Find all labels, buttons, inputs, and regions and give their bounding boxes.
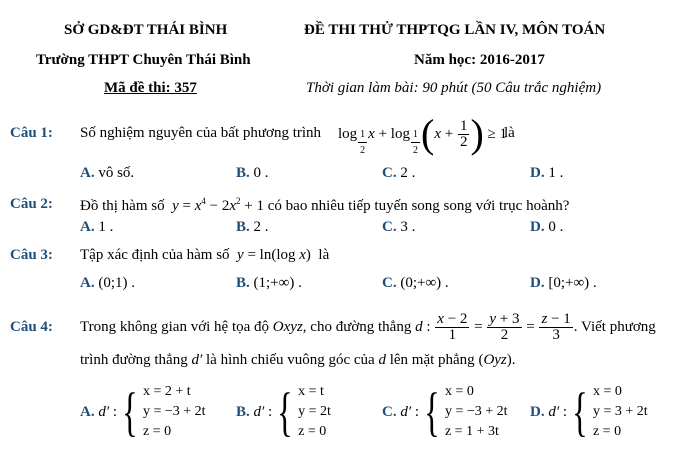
question-3-option-a[interactable]: [80, 275, 135, 292]
school-name: Trường THPT Chuyên Thái Bình: [36, 52, 251, 68]
equation-line: y = 3 + 2t: [592, 404, 648, 419]
equation-system: [143, 382, 206, 442]
option-text: 2 .: [253, 219, 269, 235]
question-4-text: Trong không gian với hệ tọa độ Oxyz , cho đường thẳng d : $\frac{x - 2}{1}$ = $\frac{y + 3}{2}$ = $\frac{z - 1}{3}$ . Viết phương: [80, 310, 656, 343]
question-2-text-end: có bao nhiêu tiếp tuyến song song với trục hoành?: [267, 198, 570, 214]
option-letter: A.: [80, 219, 95, 235]
equation-line: y = −3 + 2t: [142, 404, 206, 419]
option-letter: A.: [80, 275, 95, 291]
question-2-text-start: Đồ thị hàm số: [80, 198, 165, 214]
question-2-formula: $y = x^4 - 2x^2 + 1$: [172, 196, 265, 214]
option-letter: B.: [236, 403, 250, 420]
option-letter: B.: [236, 165, 250, 181]
equation-line: z = 0: [142, 424, 172, 439]
option-letter: D.: [530, 403, 545, 420]
question-1-option-a[interactable]: [80, 165, 134, 182]
equation-line: x = 0: [444, 384, 474, 399]
question-2-option-a[interactable]: [80, 219, 113, 236]
equation-system: [593, 382, 648, 442]
option-text: 1 .: [548, 165, 564, 181]
option-text: 2 .: [400, 165, 416, 181]
brace-icon: {: [424, 382, 440, 442]
equation-line: x = t: [298, 384, 324, 399]
exam-title: ĐỀ THI THỬ THPTQG LẦN IV, MÔN TOÁN: [304, 22, 606, 38]
question-3-option-b[interactable]: [236, 275, 302, 292]
equation-line: y = −3 + 2t: [444, 404, 508, 419]
equation-line: x = 2 + t: [142, 384, 191, 399]
question-1-option-d[interactable]: [530, 165, 563, 182]
question-3-text: [80, 247, 329, 264]
option-letter: D.: [530, 165, 545, 181]
option-text: 3 .: [400, 219, 416, 235]
equation-line: z = 0: [298, 424, 327, 439]
school-year: Năm học: 2016-2017: [414, 52, 545, 68]
question-2-text: [80, 196, 569, 215]
option-letter: C.: [382, 403, 397, 420]
option-text: 1 .: [98, 219, 114, 235]
equation-line: x = 0: [592, 384, 622, 399]
option-text: 0 .: [253, 165, 269, 181]
question-1-text: Số nghiệm nguyên của bất phương trình: [80, 125, 322, 141]
question-4-option-d[interactable]: D. d′ : { x = 0 y = 3 + 2t z = 0: [530, 382, 648, 442]
question-1-option-b[interactable]: [236, 165, 269, 182]
option-letter: B.: [236, 219, 250, 235]
exam-time: Thời gian làm bài: 90 phút (50 Câu trắc nghiệm): [306, 80, 602, 96]
question-3-option-c[interactable]: [382, 275, 449, 292]
option-text: vô số.: [98, 165, 135, 181]
department-name: SỞ GD&ĐT THÁI BÌNH: [64, 22, 228, 38]
question-2-option-c[interactable]: [382, 219, 415, 236]
question-4-line2-start: trình đường thẳng: [80, 352, 188, 368]
option-letter: A.: [80, 403, 95, 420]
question-4-option-b[interactable]: B. d′ : { x = t y = 2t z = 0: [236, 382, 331, 442]
equation-line: z = 0: [592, 424, 622, 439]
question-4-option-c[interactable]: C. d′ : { x = 0 y = −3 + 2t z = 1 + 3t: [382, 382, 508, 442]
option-letter: D.: [530, 219, 545, 235]
question-3-text-start: Tập xác định của hàm số: [80, 247, 230, 263]
exam-code: Mã đề thi: 357: [104, 80, 197, 96]
option-letter: C.: [382, 275, 397, 291]
equation-line: y = 2t: [298, 404, 331, 419]
brace-icon: {: [572, 382, 588, 442]
option-text: [0;+∞) .: [548, 275, 597, 291]
question-1-option-c[interactable]: [382, 165, 415, 182]
line-d-equation: d : $\frac{x - 2}{1}$ = $\frac{y + 3}{2}$ = $\frac{z - 1}{3}$: [415, 310, 571, 343]
option-text: 0 .: [548, 219, 564, 235]
brace-icon: {: [277, 382, 293, 442]
question-4-text-mid: , cho đường thẳng: [302, 318, 412, 335]
question-3-option-d[interactable]: [530, 275, 597, 292]
equation-line: z = 1 + 3t: [444, 424, 499, 439]
question-1-label: Câu 1:: [10, 125, 53, 141]
question-4-text-start: Trong không gian với hệ tọa độ: [80, 318, 270, 335]
option-text: (1;+∞) .: [253, 275, 302, 291]
question-1-formula: log $\frac{1}{2}$ x + log $\frac{1}{2}$ ( x + $\frac{1}{2}$ ) ≥ 1: [338, 111, 508, 156]
question-2-option-d[interactable]: [530, 219, 563, 236]
question-4-line2-mid: là hình chiếu vuông góc của: [206, 352, 375, 368]
question-3-label: Câu 3:: [10, 247, 53, 263]
brace-icon: {: [122, 382, 138, 442]
question-4-label: Câu 4:: [10, 319, 53, 335]
option-letter: C.: [382, 165, 397, 181]
option-letter: A.: [80, 165, 95, 181]
equation-system: [298, 382, 331, 442]
question-2-option-b[interactable]: [236, 219, 269, 236]
question-3-text-end: là: [318, 247, 330, 263]
question-3-formula: y = ln(log x): [237, 247, 311, 263]
question-4-text-end: . Viết phương: [573, 318, 656, 335]
option-letter: D.: [530, 275, 545, 291]
question-4-text-line2: trình đường thẳng d′ là hình chiếu vuông góc của d lên mặt phẳng (Oyz).: [80, 352, 516, 368]
option-text: (0;+∞) .: [400, 275, 449, 291]
question-2-label: Câu 2:: [10, 196, 53, 212]
option-text: (0;1) .: [98, 275, 136, 291]
question-4-line2-end: lên mặt phẳng: [389, 352, 475, 368]
option-letter: B.: [236, 275, 250, 291]
question-1-text-end: là: [504, 125, 515, 141]
question-4-option-a[interactable]: A. d′ : { x = 2 + t y = −3 + 2t z = 0: [80, 382, 206, 442]
equation-system: [445, 382, 508, 442]
option-letter: C.: [382, 219, 397, 235]
